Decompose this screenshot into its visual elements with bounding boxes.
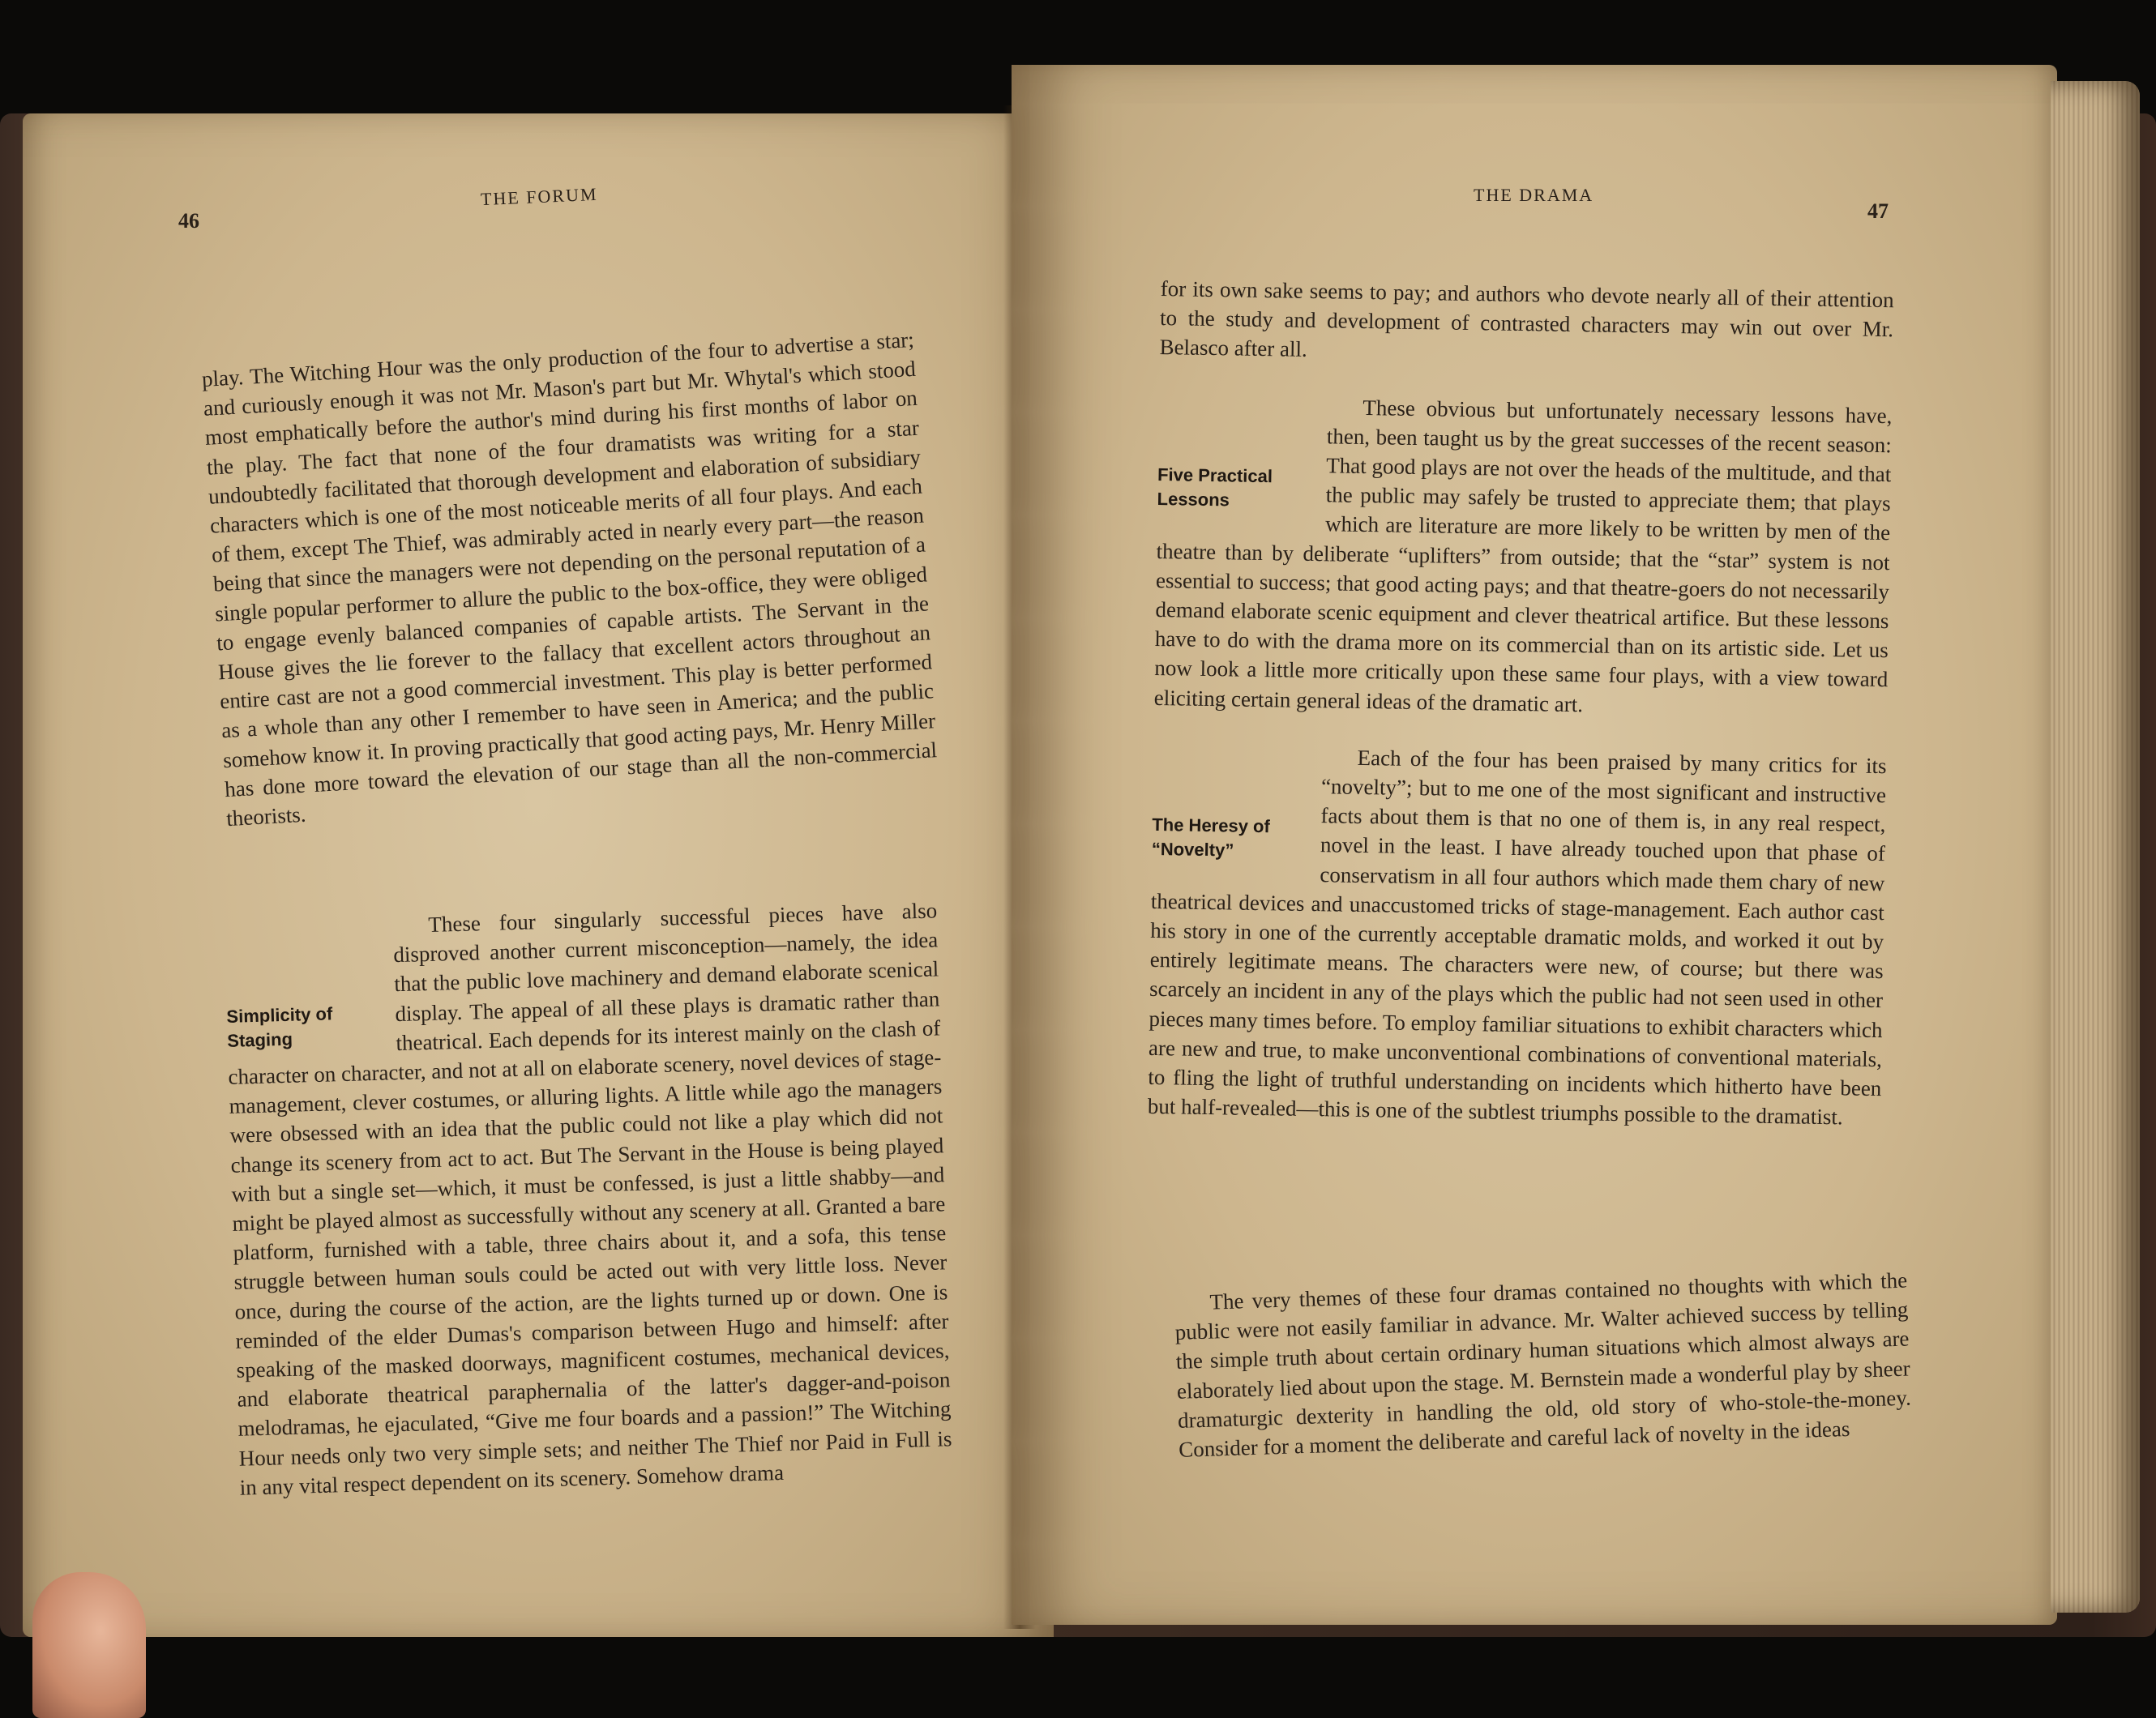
left-text-block-upper (201, 325, 939, 833)
right-paragraph-1: for its own sake seems to pay; and authors who devote nearly all of their attention to the study and development of contrasted characters may win out over Mr. Belasco after all. (1159, 276, 1894, 362)
left-running-head: THE FORUM (480, 183, 598, 210)
left-page-number: 46 (178, 209, 199, 233)
right-paragraph-2-text: These obvious but unfortunately necessary lessons have, then, been taught us by the great successes of the recent season: That good plays are not over the heads of the multitude, and that the public may safely be trusted to appreciate them; that plays which are literature are more likely to be written by men of the theatre than by deliberate “uplifters” from outside; that the “star” system is not essential to success; that good acting pays; and that theatre-goers do not necessarily demand elaborate scenic equipment and clever theatrical artifice. But these lessons have to do with the drama more on its commercial than on its artistic side. Let us now look a little more critically upon these same four plays, with a view toward eliciting certain general ideas of the dramatic art. (1153, 395, 1893, 716)
left-page (23, 113, 1054, 1637)
right-page (1012, 65, 2057, 1625)
right-running-head: THE DRAMA (1474, 185, 1594, 205)
page-edges (2051, 81, 2140, 1613)
right-page-number: 47 (1867, 199, 1889, 223)
sidenote-simplicity-of-staging: Simplicity of Staging (226, 1003, 333, 1051)
holding-thumb (32, 1572, 146, 1718)
sidenote-five-practical-lessons: Five Practical Lessons (1157, 464, 1273, 510)
right-paragraph-2 (1154, 390, 1893, 724)
left-text-block-lower (224, 895, 953, 1502)
right-text-block-lower (1174, 1266, 1912, 1465)
sidenote-heresy-of-novelty: The Heresy of “Novelty” (1151, 814, 1271, 861)
left-paragraph-1: play. The Witching Hour was the only production of the four to advertise a star; and curiously enough it was not Mr. Mason's part but Mr. Whytal's which stood most emphatically before the author's mind during his first months of labor on the play. The fact that none of the four dramatists was writing for a star undoubtedly facilitated that thorough development and elaboration of subsidiary characters which is one of the most noticeable merits of all four plays. And each of them, except The Thief, was admirably acted in nearly every part—the reason being that since the managers were not depending on the personal reputation of a single popular performer to allure the public to the box-office, they were obliged to engage evenly balanced companies of capable artists. The Servant in the House gives the lie forever to the fallacy that excellent actors throughout an entire cast are not a good commercial investment. This play is better performed as a whole than any other I remember to have seen in America; and the public somehow know it. In proving practically that good acting pays, Mr. Henry Miller has done more toward the elevation of our stage than all the non-commercial theorists. (201, 327, 938, 831)
left-paragraph-2: These four singularly successful pieces have also disproved another current misconception—namely, the idea that the public love machinery and demand elaborate scenical display. The appeal of all these plays is dramatic rather than theatrical. Each depends for its interest mainly on the clash of character on character, and not at all on elaborate scenery, novel devices of stage-management, clever costumes, or alluring lights. A little while ago the managers were obsessed with an idea that the public could not like a play which did not change its scenery from act to act. But The Servant in the House is being played with but a single set—which, it must be confessed, is just a little shabby—and might be played almost as successfully without any scenery at all. Granted a bare platform, furnished with a table, three chairs about it, and a sofa, this tense struggle between human souls could be acted out with very little loss. Never once, during the course of the action, are the lights turned up or down. One is reminded of the elder Dumas's comparison between Hugo and himself: after speaking of the masked doorways, magnificent costumes, mechanical devices, and elaborate theatrical paraphernalia of the latter's dagger-and-poison melodramas, he ejaculated, “Give me four boards and a passion!” The Witching Hour needs only two very simple sets; and neither The Thief nor Paid in Full is in any vital respect dependent on its scenery. Somehow drama (228, 898, 952, 1500)
right-text-block-upper (1148, 274, 1894, 1133)
open-book (0, 49, 2156, 1640)
right-paragraph-4: The very themes of these four dramas contained no thoughts with which the public were not easily familiar in advance. Mr. Walter achieved success by telling the simple truth about certain ordinary human situations which almost always are elaborately lied about upon the stage. M. Bernstein made a wonderful play by sheer dramaturgic dexterity in handling the old, old story of who-stole-the-money. Consider for a moment the deliberate and careful lack of novelty in the ideas (1174, 1267, 1912, 1462)
right-paragraph-3 (1148, 740, 1887, 1133)
right-paragraph-3-text: Each of the four has been praised by many critics for its “novelty”; but to me one of the most significant and instructive facts about them is that no one of them is, in any real respect, novel in the least. I have already touched upon that phase of conservatism in all four authors which made them chary of new theatrical devices and unaccustomed tricks of stage-management. Each author cast his story in one of the currently acceptable dramatic molds, and worked it out by entirely legitimate means. The characters were new, of course; but there was scarcely an incident in any of the plays which the public had not seen used in other pieces many times before. To employ familiar situations to exhibit characters which are new and true, to make unconventional combinations of conventional materials, to fling the light of truthful understanding on incidents which hitherto have been but half-revealed—this is one of the subtlest triumphs possible to the dramatist. (1147, 745, 1887, 1130)
